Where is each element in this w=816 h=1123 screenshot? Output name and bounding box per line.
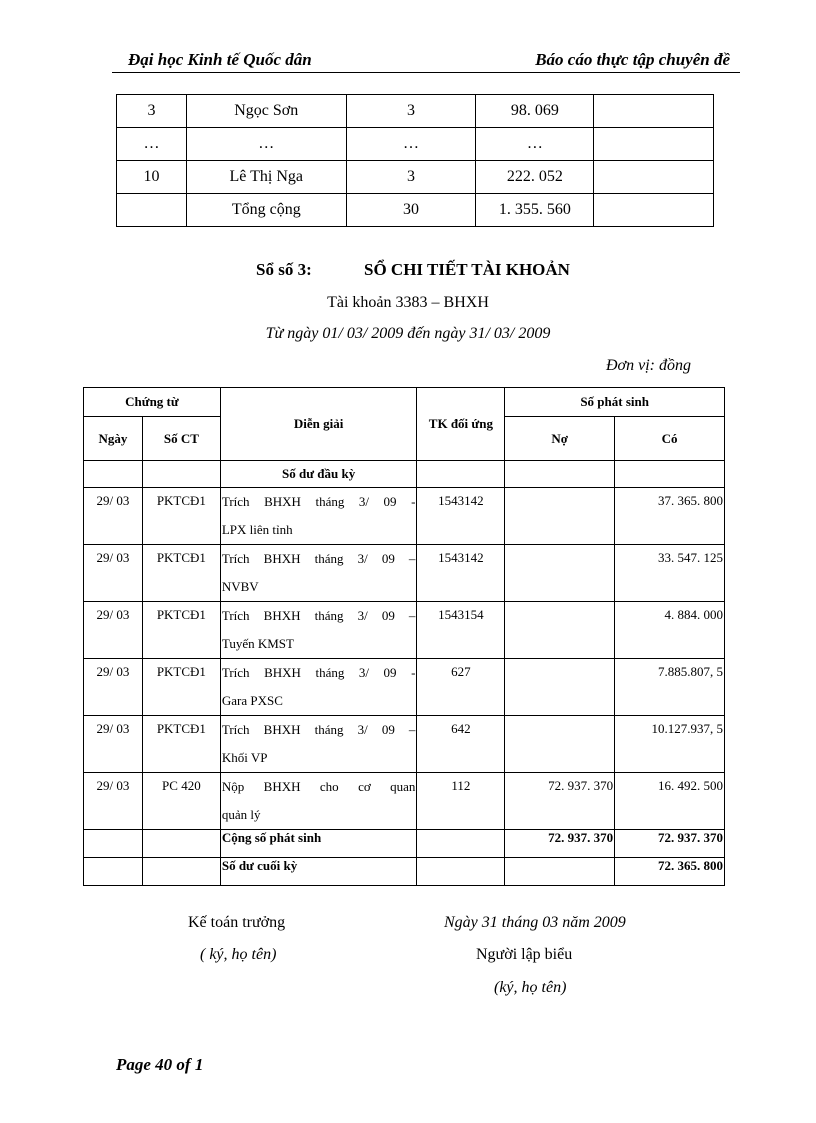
closing-balance-label: Số dư cuối kỳ (220, 858, 417, 886)
row-debit (505, 659, 615, 716)
cell: 3 (117, 95, 187, 128)
row-account: 1543142 (417, 545, 505, 602)
header-report-title: Báo cáo thực tập chuyên đề (535, 50, 730, 69)
cell (117, 194, 187, 227)
row-debit: 72. 937. 370 (505, 773, 615, 830)
row-date: 29/ 03 (84, 488, 143, 545)
sign-date: Ngày 31 tháng 03 năm 2009 (444, 914, 626, 931)
table-row (117, 161, 714, 194)
cell: Lê Thị Nga (186, 161, 346, 194)
table-row (84, 602, 725, 659)
currency-unit: Đơn vị: đồng (606, 357, 691, 374)
row-account: 627 (417, 659, 505, 716)
header-arising: Số phát sinh (505, 388, 725, 417)
table-row-opening (84, 461, 725, 488)
row-debit (505, 488, 615, 545)
row-credit: 10.127.937, 5 (615, 716, 725, 773)
row-description: Trích BHXH tháng 3/ 09 – Khối VP (220, 716, 417, 773)
table-row-total (117, 194, 714, 227)
ledger-number: Sổ số 3: (256, 260, 312, 279)
row-doc: PKTCĐ1 (142, 716, 220, 773)
row-doc: PKTCĐ1 (142, 659, 220, 716)
header-date: Ngày (84, 417, 143, 461)
chief-accountant-note: ( ký, họ tên) (200, 946, 277, 963)
cell: 3 (346, 161, 476, 194)
row-description: Nộp BHXH cho cơ quan quản lý (220, 773, 417, 830)
row-credit: 33. 547. 125 (615, 545, 725, 602)
row-doc: PKTCĐ1 (142, 488, 220, 545)
cell: … (476, 128, 594, 161)
summary-table (116, 94, 714, 227)
table-row (117, 128, 714, 161)
cell: Tổng cộng (186, 194, 346, 227)
header-description: Diễn giải (220, 388, 417, 461)
table-row (84, 488, 725, 545)
row-description: Trích BHXH tháng 3/ 09 - LPX liên tỉnh (220, 488, 417, 545)
header-contra-account: TK đối ứng (417, 388, 505, 461)
row-description: Trích BHXH tháng 3/ 09 - Gara PXSC (220, 659, 417, 716)
cell (594, 95, 714, 128)
row-date: 29/ 03 (84, 773, 143, 830)
chief-accountant-title: Kế toán trưởng (188, 914, 286, 931)
cell: Ngọc Sơn (186, 95, 346, 128)
cell: 10 (117, 161, 187, 194)
table-row (84, 545, 725, 602)
period: Từ ngày 01/ 03/ 2009 đến ngày 31/ 03/ 2009 (265, 325, 551, 342)
row-doc: PKTCĐ1 (142, 602, 220, 659)
row-debit (505, 545, 615, 602)
opening-balance-label: Số dư đầu kỳ (220, 461, 417, 488)
row-account: 1543142 (417, 488, 505, 545)
preparer-title: Người lập biểu (476, 946, 573, 963)
total-label: Cộng số phát sinh (220, 830, 417, 858)
preparer-note: (ký, họ tên) (494, 979, 567, 996)
ledger-table (83, 387, 725, 886)
table-row (84, 773, 725, 830)
table-row (117, 95, 714, 128)
header-voucher: Chứng từ (84, 388, 221, 417)
cell: 1. 355. 560 (476, 194, 594, 227)
row-debit (505, 602, 615, 659)
total-credit: 72. 937. 370 (615, 830, 725, 858)
row-account: 1543154 (417, 602, 505, 659)
row-date: 29/ 03 (84, 716, 143, 773)
cell: … (117, 128, 187, 161)
row-credit: 16. 492. 500 (615, 773, 725, 830)
closing-balance-credit: 72. 365. 800 (615, 858, 725, 886)
table-row-closing (84, 858, 725, 886)
row-account: 642 (417, 716, 505, 773)
row-credit: 37. 365. 800 (615, 488, 725, 545)
table-row (84, 659, 725, 716)
row-doc: PC 420 (142, 773, 220, 830)
row-account: 112 (417, 773, 505, 830)
table-row (84, 716, 725, 773)
account-title: Tài khoản 3383 – BHXH (327, 294, 489, 311)
table-row-total (84, 830, 725, 858)
row-date: 29/ 03 (84, 659, 143, 716)
row-debit (505, 716, 615, 773)
header-debit: Nợ (505, 417, 615, 461)
row-credit: 7.885.807, 5 (615, 659, 725, 716)
cell: 222. 052 (476, 161, 594, 194)
row-date: 29/ 03 (84, 602, 143, 659)
cell (594, 161, 714, 194)
row-doc: PKTCĐ1 (142, 545, 220, 602)
row-description: Trích BHXH tháng 3/ 09 – NVBV (220, 545, 417, 602)
cell: … (346, 128, 476, 161)
header-credit: Có (615, 417, 725, 461)
cell: 3 (346, 95, 476, 128)
cell: 98. 069 (476, 95, 594, 128)
cell: 30 (346, 194, 476, 227)
total-debit: 72. 937. 370 (505, 830, 615, 858)
header-university: Đại học Kinh tế Quốc dân (128, 50, 312, 69)
page-header (112, 48, 740, 73)
row-date: 29/ 03 (84, 545, 143, 602)
row-credit: 4. 884. 000 (615, 602, 725, 659)
cell (594, 128, 714, 161)
cell: … (186, 128, 346, 161)
row-description: Trích BHXH tháng 3/ 09 – Tuyến KMST (220, 602, 417, 659)
header-doc-no: Số CT (142, 417, 220, 461)
cell (594, 194, 714, 227)
ledger-name: SỔ CHI TIẾT TÀI KHOẢN (364, 260, 570, 279)
page-number: Page 40 of 1 (116, 1055, 204, 1074)
